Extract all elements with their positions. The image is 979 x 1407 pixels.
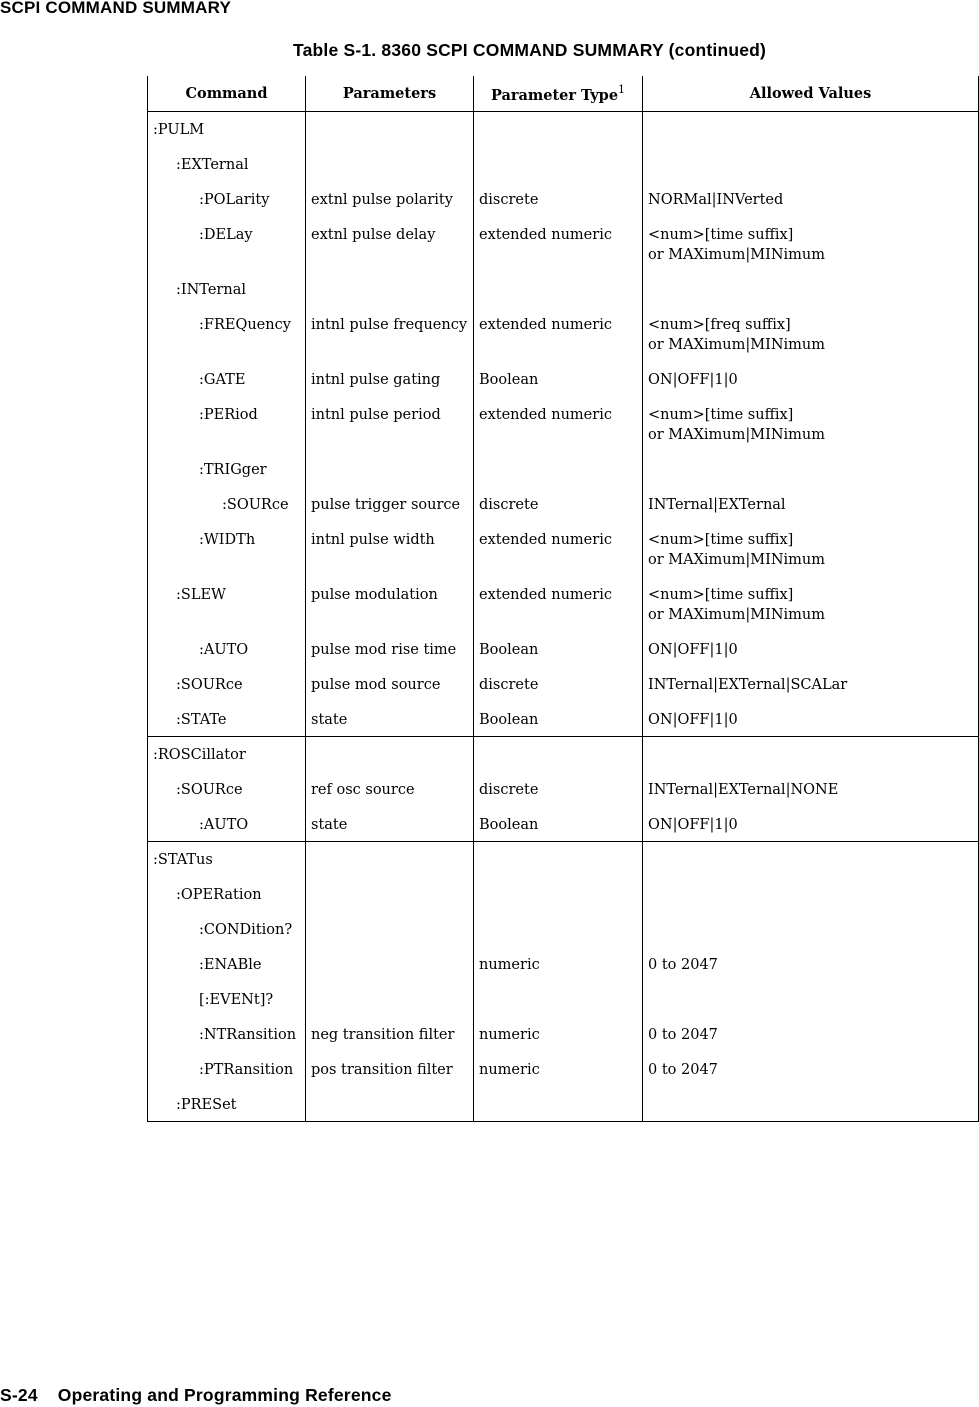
parameter-type-cell: numeric	[474, 1052, 643, 1087]
command-cell: :GATE	[148, 362, 306, 397]
table-row	[148, 667, 979, 702]
command-cell: :NTRansition	[148, 1017, 306, 1052]
parameter-type-cell	[474, 737, 643, 772]
allowed-values-cell	[643, 522, 979, 577]
allowed-values-line: <num>[time suffix]	[648, 531, 794, 548]
allowed-values-line: <num>[time suffix]	[648, 226, 794, 243]
parameters-cell: intnl pulse width	[306, 522, 474, 577]
parameters-cell: pulse mod source	[306, 667, 474, 702]
command-cell: :AUTO	[148, 632, 306, 667]
table-row	[148, 912, 979, 947]
parameter-type-cell: extended numeric	[474, 217, 643, 272]
allowed-values-cell	[643, 702, 979, 737]
parameters-cell	[306, 452, 474, 487]
parameter-type-cell: discrete	[474, 667, 643, 702]
allowed-values-cell	[643, 217, 979, 272]
allowed-values-line: 0 to 2047	[648, 1061, 718, 1078]
header-parameters: Parameters	[306, 76, 474, 112]
table-row	[148, 522, 979, 577]
command-cell: :STATe	[148, 702, 306, 737]
parameters-cell: intnl pulse period	[306, 397, 474, 452]
allowed-values-line: or MAXimum|MINimum	[648, 246, 826, 263]
scpi-command-table	[147, 76, 979, 1122]
command-cell: :SOURce	[148, 772, 306, 807]
allowed-values-line: <num>[time suffix]	[648, 406, 794, 423]
table-row	[148, 217, 979, 272]
parameters-cell	[306, 112, 474, 147]
allowed-values-line: INTernal|EXTernal|NONE	[648, 781, 839, 798]
parameters-cell	[306, 1087, 474, 1122]
table-title: Table S-1. 8360 SCPI COMMAND SUMMARY (continued)	[293, 40, 767, 60]
parameter-type-cell: Boolean	[474, 632, 643, 667]
command-cell: :PRESet	[148, 1087, 306, 1122]
command-cell: :POLarity	[148, 182, 306, 217]
allowed-values-line: or MAXimum|MINimum	[648, 336, 826, 353]
allowed-values-line: ON|OFF|1|0	[648, 816, 738, 833]
parameters-cell: state	[306, 702, 474, 737]
allowed-values-cell	[643, 877, 979, 912]
table-row	[148, 1052, 979, 1087]
parameter-type-cell: numeric	[474, 947, 643, 982]
command-cell: :DELay	[148, 217, 306, 272]
command-cell: :WIDTh	[148, 522, 306, 577]
table-row	[148, 877, 979, 912]
parameter-type-cell: discrete	[474, 487, 643, 522]
table-row	[148, 702, 979, 737]
parameters-cell	[306, 842, 474, 877]
table-row	[148, 632, 979, 667]
parameter-type-cell	[474, 147, 643, 182]
table-header-row	[148, 76, 979, 112]
command-cell: [:EVENt]?	[148, 982, 306, 1017]
command-cell: :PERiod	[148, 397, 306, 452]
parameters-cell	[306, 877, 474, 912]
command-cell: :SOURce	[148, 667, 306, 702]
table-row	[148, 397, 979, 452]
allowed-values-cell	[643, 182, 979, 217]
parameter-type-cell: discrete	[474, 182, 643, 217]
parameter-type-cell: extended numeric	[474, 397, 643, 452]
command-cell: :ENABle	[148, 947, 306, 982]
allowed-values-cell	[643, 272, 979, 307]
allowed-values-line: INTernal|EXTernal	[648, 496, 786, 513]
allowed-values-cell	[643, 947, 979, 982]
parameters-cell: pulse modulation	[306, 577, 474, 632]
command-cell: :PULM	[148, 112, 306, 147]
table-row	[148, 577, 979, 632]
allowed-values-line: 0 to 2047	[648, 1026, 718, 1043]
command-cell: :SLEW	[148, 577, 306, 632]
parameter-type-cell	[474, 1087, 643, 1122]
table-row	[148, 147, 979, 182]
parameter-type-cell: Boolean	[474, 362, 643, 397]
command-cell: :PTRansition	[148, 1052, 306, 1087]
page-number: S-24	[0, 1385, 38, 1405]
allowed-values-cell	[643, 112, 979, 147]
allowed-values-cell	[643, 1052, 979, 1087]
parameters-cell	[306, 947, 474, 982]
allowed-values-line: ON|OFF|1|0	[648, 641, 738, 658]
parameters-cell	[306, 737, 474, 772]
allowed-values-line: or MAXimum|MINimum	[648, 426, 826, 443]
parameter-type-cell	[474, 982, 643, 1017]
header-allowed-values: Allowed Values	[643, 76, 979, 112]
allowed-values-line: INTernal|EXTernal|SCALar	[648, 676, 848, 693]
parameter-type-cell	[474, 842, 643, 877]
table-row	[148, 272, 979, 307]
allowed-values-line: <num>[freq suffix]	[648, 316, 791, 333]
allowed-values-cell	[643, 912, 979, 947]
footer-title: Operating and Programming Reference	[57, 1385, 392, 1405]
table-row	[148, 307, 979, 362]
parameters-cell	[306, 147, 474, 182]
allowed-values-cell	[643, 807, 979, 842]
parameters-cell: ref osc source	[306, 772, 474, 807]
table-row	[148, 737, 979, 772]
parameter-type-cell	[474, 877, 643, 912]
parameters-cell: intnl pulse frequency	[306, 307, 474, 362]
table-row	[148, 842, 979, 877]
allowed-values-cell	[643, 452, 979, 487]
allowed-values-cell	[643, 487, 979, 522]
command-cell: :EXTernal	[148, 147, 306, 182]
parameters-cell: state	[306, 807, 474, 842]
allowed-values-cell	[643, 577, 979, 632]
allowed-values-cell	[643, 737, 979, 772]
table-row	[148, 807, 979, 842]
parameters-cell: pulse mod rise time	[306, 632, 474, 667]
parameter-type-cell: extended numeric	[474, 307, 643, 362]
parameter-type-cell: numeric	[474, 1017, 643, 1052]
parameters-cell: pos transition filter	[306, 1052, 474, 1087]
parameter-type-cell	[474, 452, 643, 487]
table-row	[148, 182, 979, 217]
table-row	[148, 982, 979, 1017]
allowed-values-line: ON|OFF|1|0	[648, 371, 738, 388]
parameter-type-cell	[474, 272, 643, 307]
parameter-type-cell: Boolean	[474, 702, 643, 737]
footnote-marker: 1	[618, 83, 626, 96]
parameter-type-cell: extended numeric	[474, 522, 643, 577]
allowed-values-line: ON|OFF|1|0	[648, 711, 738, 728]
table-row	[148, 112, 979, 147]
allowed-values-line: <num>[time suffix]	[648, 586, 794, 603]
table-row	[148, 452, 979, 487]
parameters-cell: neg transition filter	[306, 1017, 474, 1052]
command-cell: :OPERation	[148, 877, 306, 912]
header-command: Command	[148, 76, 306, 112]
command-cell: :AUTO	[148, 807, 306, 842]
parameters-cell: extnl pulse delay	[306, 217, 474, 272]
allowed-values-line: or MAXimum|MINimum	[648, 606, 826, 623]
parameter-type-cell: discrete	[474, 772, 643, 807]
parameters-cell: extnl pulse polarity	[306, 182, 474, 217]
parameter-type-cell: Boolean	[474, 807, 643, 842]
command-cell: :ROSCillator	[148, 737, 306, 772]
parameters-cell	[306, 982, 474, 1017]
command-cell: :TRIGger	[148, 452, 306, 487]
table-row	[148, 1087, 979, 1122]
allowed-values-line: or MAXimum|MINimum	[648, 551, 826, 568]
allowed-values-cell	[643, 842, 979, 877]
table-row	[148, 772, 979, 807]
allowed-values-cell	[643, 1017, 979, 1052]
running-head: SCPI COMMAND SUMMARY	[0, 0, 231, 17]
allowed-values-line: 0 to 2047	[648, 956, 718, 973]
page-footer	[0, 1385, 392, 1406]
parameter-type-cell: extended numeric	[474, 577, 643, 632]
command-cell: :FREQuency	[148, 307, 306, 362]
table-row	[148, 947, 979, 982]
parameters-cell	[306, 912, 474, 947]
allowed-values-cell	[643, 1087, 979, 1122]
parameters-cell: intnl pulse gating	[306, 362, 474, 397]
allowed-values-line: NORMal|INVerted	[648, 191, 784, 208]
allowed-values-cell	[643, 397, 979, 452]
parameter-type-cell	[474, 112, 643, 147]
allowed-values-cell	[643, 667, 979, 702]
command-cell: :CONDition?	[148, 912, 306, 947]
command-cell: :SOURce	[148, 487, 306, 522]
allowed-values-cell	[643, 632, 979, 667]
parameters-cell: pulse trigger source	[306, 487, 474, 522]
table-row	[148, 487, 979, 522]
command-cell: :INTernal	[148, 272, 306, 307]
allowed-values-cell	[643, 362, 979, 397]
table-body	[148, 112, 979, 1122]
allowed-values-cell	[643, 772, 979, 807]
command-cell: :STATus	[148, 842, 306, 877]
allowed-values-cell	[643, 307, 979, 362]
parameter-type-cell	[474, 912, 643, 947]
table-row	[148, 362, 979, 397]
header-parameter-type: Parameter Type$^1$	[474, 76, 643, 112]
allowed-values-cell	[643, 982, 979, 1017]
table-row	[148, 1017, 979, 1052]
parameters-cell	[306, 272, 474, 307]
allowed-values-cell	[643, 147, 979, 182]
